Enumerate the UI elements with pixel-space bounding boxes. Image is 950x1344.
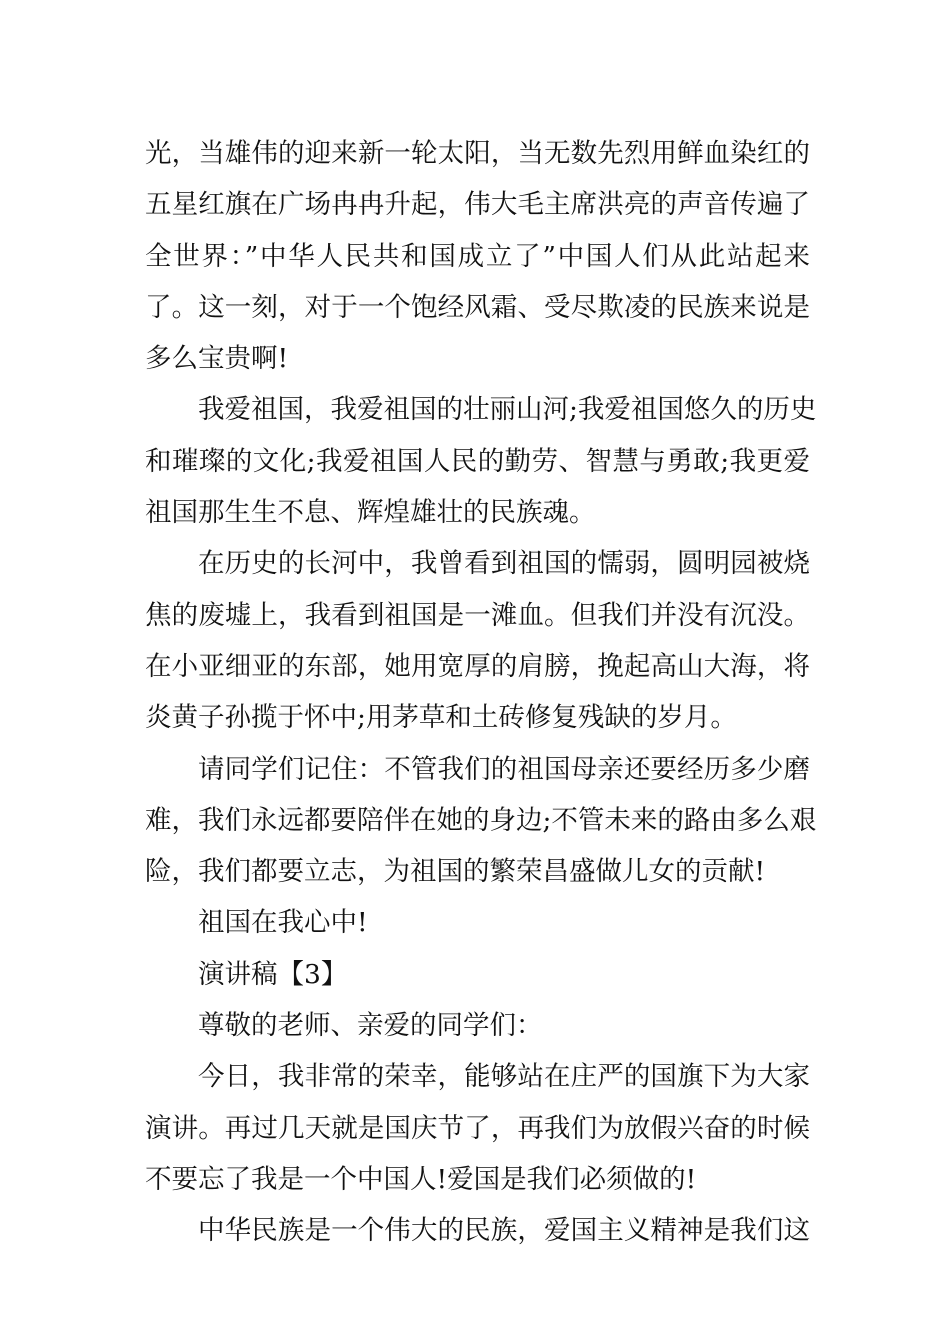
text-line: 和璀璨的文化;我爱祖国人民的勤劳、智慧与勇敢;我更爱 — [145, 445, 810, 477]
text-line: 在小亚细亚的东部，她用宽厚的肩膀，挽起高山大海，将 — [145, 650, 810, 682]
text-line: 今日，我非常的荣幸，能够站在庄严的国旗下为大家 — [198, 1061, 810, 1093]
text-line: 祖国在我心中! — [198, 907, 368, 939]
text-line: 多么宝贵啊! — [145, 343, 289, 375]
text-line: 险，我们都要立志，为祖国的繁荣昌盛做儿女的贡献! — [145, 856, 766, 888]
heading-text: 演讲稿【3】 — [198, 958, 348, 990]
paragraph — [145, 1205, 810, 1256]
text-line: 炎黄子孙揽于怀中;用茅草和土砖修复残缺的岁月。 — [145, 702, 737, 734]
text-line: 请同学们记住：不管我们的祖国母亲还要经历多少磨 — [198, 753, 810, 785]
text-line: 在历史的长河中，我曾看到祖国的懦弱，圆明园被烧 — [198, 548, 810, 580]
paragraph — [145, 384, 817, 538]
paragraph — [145, 897, 810, 948]
document-body — [145, 128, 817, 1257]
text-line: 光，当雄伟的迎来新一轮太阳，当无数先烈用鲜血染红的 — [145, 138, 810, 169]
text-line: 不要忘了我是一个中国人!爱国是我们必须做的! — [145, 1163, 697, 1195]
paragraph — [145, 1051, 810, 1205]
text-line: 中华民族是一个伟大的民族，爱国主义精神是我们这 — [198, 1215, 810, 1247]
text-line: 祖国那生生不息、辉煌雄壮的民族魂。 — [145, 497, 596, 529]
paragraph — [145, 128, 810, 384]
text-line: 演讲。再过几天就是国庆节了，再我们为放假兴奋的时候 — [145, 1112, 810, 1144]
paragraph — [145, 744, 817, 898]
text-line: 尊敬的老师、亲爱的同学们： — [198, 1010, 543, 1042]
text-line: 五星红旗在广场冉冉升起，伟大毛主席洪亮的声音传遍了 — [145, 189, 810, 221]
text-line: 了。这一刻，对于一个饱经风霜、受尽欺凌的民族来说是 — [145, 291, 810, 323]
salutation — [145, 1000, 810, 1051]
text-line: 焦的废墟上，我看到祖国是一滩血。但我们并没有沉没。 — [145, 599, 810, 631]
text-line: 难，我们永远都要陪伴在她的身边;不管未来的路由多么艰 — [145, 804, 817, 836]
text-line: 我爱祖国，我爱祖国的壮丽山河;我爱祖国悠久的历史 — [198, 394, 817, 426]
paragraph — [145, 538, 810, 743]
text-line: 全世界：”中华人民共和国成立了”中国人们从此站起来 — [145, 240, 810, 272]
section-heading — [145, 949, 810, 1000]
